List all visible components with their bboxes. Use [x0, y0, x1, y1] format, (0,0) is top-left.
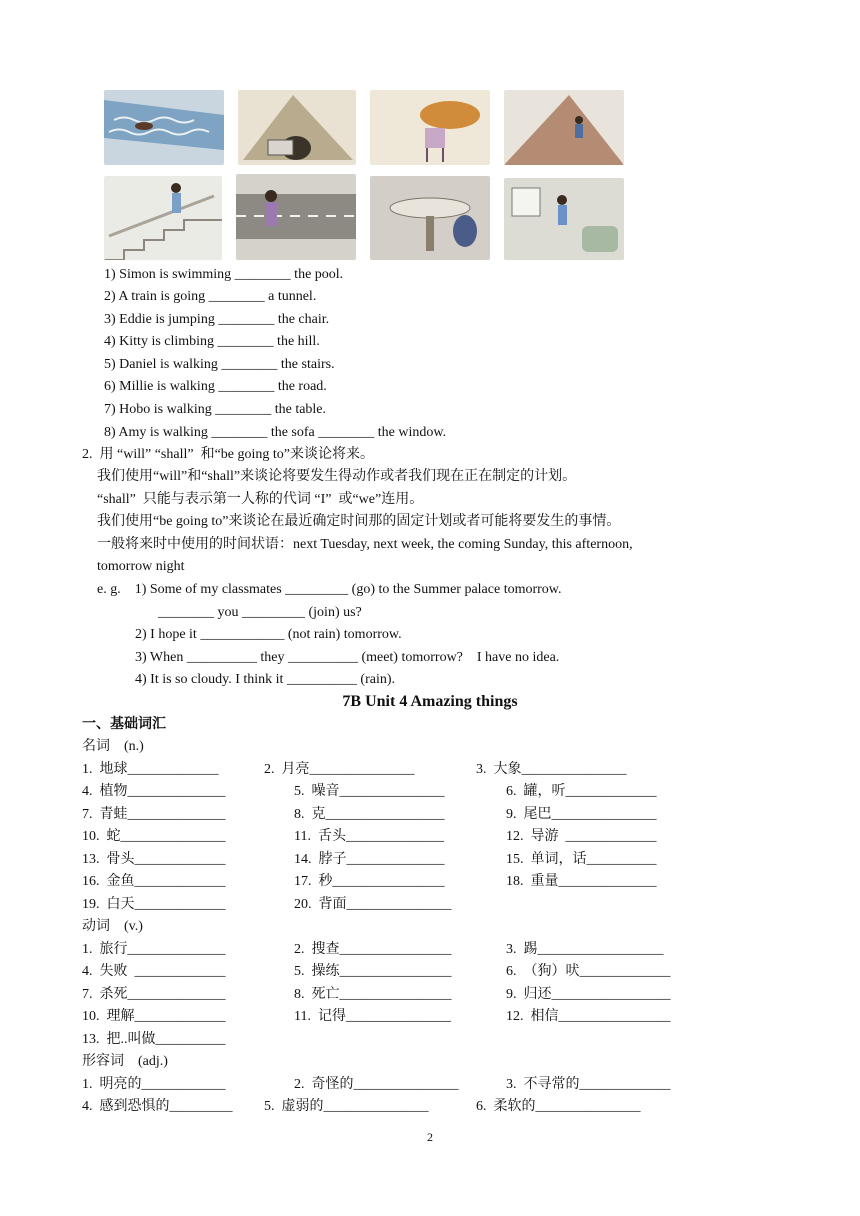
- vocab-item: 10. 蛇_______________: [82, 829, 226, 844]
- vocab-item: 7. 杀死______________: [82, 987, 226, 1002]
- vocab-item: 5. 噪音_______________: [294, 784, 445, 799]
- vocab-item: 3. 大象_______________: [476, 762, 627, 777]
- example-sentence: 3) When __________ they __________ (meet) tomorrow? I have no idea.: [135, 650, 560, 665]
- vocab-item: 2. 月亮_______________: [264, 762, 415, 777]
- vocab-item: 12. 相信________________: [506, 1009, 671, 1024]
- grammar-note: “shall” 只能与表示第一人称的代词 “I” 或“we”连用。: [97, 492, 424, 507]
- vocab-item: 1. 旅行______________: [82, 942, 226, 957]
- grammar-note: 我们使用“will”和“shall”来谈论将要发生得动作或者我们现在正在制定的计划。: [97, 469, 577, 484]
- verbs-label: 动词 (v.): [82, 919, 143, 934]
- vocab-item: 1. 明亮的____________: [82, 1077, 226, 1092]
- exercise-item-3: 3) Eddie is jumping ________ the chair.: [104, 312, 330, 327]
- example-sentence: 2) I hope it ____________ (not rain) tomorrow.: [135, 627, 402, 642]
- picture-walking-across-road: [236, 174, 356, 260]
- picture-dog-jumping-chair: [370, 90, 490, 165]
- vocab-item: 10. 理解_____________: [82, 1009, 226, 1024]
- vocab-item: 17. 秒________________: [294, 874, 445, 889]
- vocab-item: 5. 操练________________: [294, 964, 452, 979]
- exercise-item-6: 6) Millie is walking ________ the road.: [104, 379, 327, 394]
- unit-title: 7B Unit 4 Amazing things: [342, 693, 518, 710]
- picture-walking-past-sofa: [504, 178, 624, 260]
- grammar-note: 一般将来时中使用的时间状语：next Tuesday, next week, the coming Sunday, this afternoon,: [97, 537, 633, 552]
- page-number: 2: [427, 1130, 433, 1144]
- exercise-item-7: 7) Hobo is walking ________ the table.: [104, 402, 327, 417]
- example-sentence: 4) It is so cloudy. I think it __________ (rain).: [135, 672, 396, 687]
- vocab-item: 8. 死亡________________: [294, 987, 452, 1002]
- vocab-item: 9. 尾巴_______________: [506, 807, 657, 822]
- vocab-item: 19. 白天_____________: [82, 897, 226, 912]
- vocab-item: 3. 不寻常的_____________: [506, 1077, 671, 1092]
- vocab-item: 20. 背面_______________: [294, 897, 452, 912]
- vocab-item: 15. 单词，话__________: [506, 852, 657, 867]
- vocab-item: 8. 克_________________: [294, 807, 445, 822]
- vocab-item: 7. 青蛙______________: [82, 807, 226, 822]
- exercise-item-1: 1) Simon is swimming ________ the pool.: [104, 267, 344, 282]
- picture-walking-up-stairs: [104, 176, 222, 260]
- picture-dog-under-table: [370, 176, 490, 260]
- picture-climbing-hill: [504, 90, 624, 165]
- vocab-item: 6. 柔软的_______________: [476, 1099, 641, 1114]
- vocab-item: 1. 地球_____________: [82, 762, 219, 777]
- vocab-item: 13. 把..叫做__________: [82, 1032, 226, 1047]
- vocab-item: 6. （狗）吠_____________: [506, 964, 671, 979]
- grammar-note: 我们使用“be going to”来谈论在最近确定时间那的固定计划或者可能将要发生的事情。: [97, 514, 621, 529]
- picture-swimming-pool: [104, 90, 224, 165]
- vocab-item: 4. 失败 _____________: [82, 964, 226, 979]
- vocab-item: 14. 脖子______________: [294, 852, 445, 867]
- vocab-item: 12. 导游 _____________: [506, 829, 657, 844]
- nouns-label: 名词 (n.): [82, 739, 144, 754]
- grammar-note: tomorrow night: [97, 559, 185, 574]
- vocab-item: 11. 记得_______________: [294, 1009, 451, 1024]
- vocab-item: 6. 罐，听_____________: [506, 784, 657, 799]
- exercise-item-2: 2) A train is going ________ a tunnel.: [104, 289, 317, 304]
- vocab-item: 13. 骨头_____________: [82, 852, 226, 867]
- vocab-item: 18. 重量______________: [506, 874, 657, 889]
- adjectives-label: 形容词 (adj.): [82, 1054, 168, 1069]
- vocab-item: 9. 归还_________________: [506, 987, 671, 1002]
- vocab-item: 4. 感到恐惧的_________: [82, 1099, 233, 1114]
- vocab-item: 2. 奇怪的_______________: [294, 1077, 459, 1092]
- vocab-item: 3. 踢__________________: [506, 942, 664, 957]
- vocab-item: 4. 植物______________: [82, 784, 226, 799]
- vocab-item: 16. 金鱼_____________: [82, 874, 226, 889]
- exercise-item-4: 4) Kitty is climbing ________ the hill.: [104, 334, 320, 349]
- picture-train-tunnel: [238, 90, 356, 165]
- vocab-item: 11. 舌头______________: [294, 829, 444, 844]
- vocab-item: 2. 搜查________________: [294, 942, 452, 957]
- vocab-item: 5. 虚弱的_______________: [264, 1099, 429, 1114]
- exercise-item-5: 5) Daniel is walking ________ the stairs.: [104, 357, 335, 372]
- example-sentence: e. g. 1) Some of my classmates _________ (go) to the Summer palace tomorrow.: [97, 582, 562, 597]
- section-heading: 2. 用 “will” “shall” 和“be going to”来谈论将来。: [82, 447, 374, 462]
- exercise-item-8: 8) Amy is walking ________ the sofa ________ the window.: [104, 425, 447, 440]
- example-sentence: ________ you _________ (join) us?: [158, 605, 362, 620]
- vocab-heading: 一、基础词汇: [82, 717, 166, 732]
